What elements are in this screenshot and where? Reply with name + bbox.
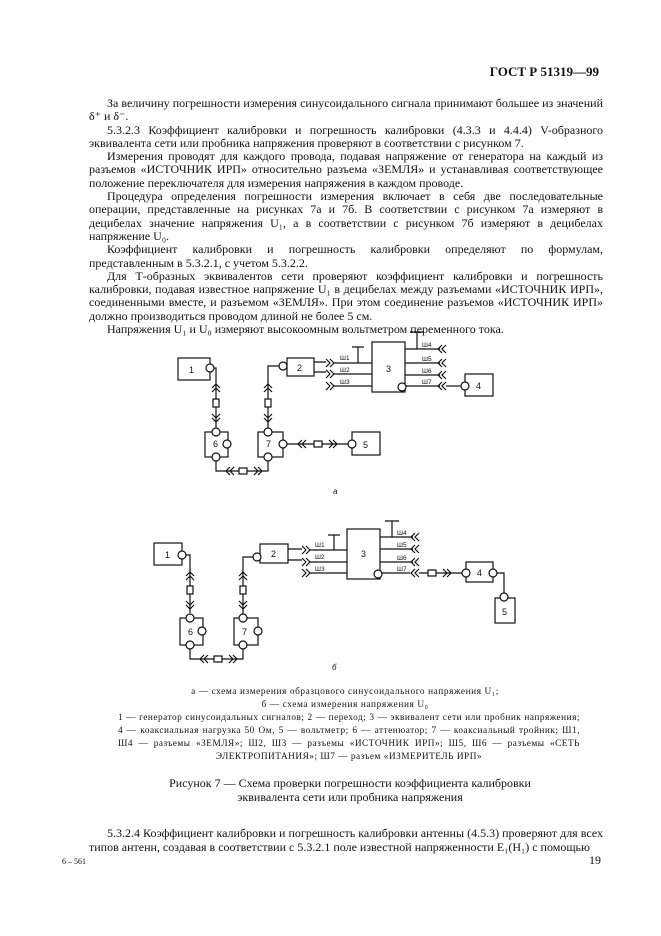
subfigure-label: а [333, 487, 338, 496]
socket-label: Ш5 [397, 542, 407, 549]
paragraph: Напряжения U₁ и U₀ измеряют высокоомным вольтметром переменного тока. [107, 322, 504, 337]
socket-label: Ш1 [340, 355, 350, 362]
paragraph: Для Т-образных эквивалентов сети проверяют коэффициент калибровки и погрешность калибровки, подавая известное напряжение U₁ в децибелах между разъемами «ИСТОЧНИК ИРП», соединенными вместе, и разъемом «ЗЕМЛЯ». При этом соединение разъемов «ИСТОЧНИК ИРП» должно производиться проводом длиной не более 5 см. [89, 268, 603, 323]
diagram-b [154, 521, 515, 663]
block-label: 5 [502, 607, 508, 617]
caption-a: а — схема измерения образцового синусоидального напряжения U₁; [191, 687, 499, 697]
block-label: 7 [266, 439, 272, 449]
block-label: 4 [477, 568, 483, 578]
paragraph: Процедура определения погрешности измерения включает в себя две последовательные операции, представленные на рисунках 7а и 7б. В соответствии с рисунком 7а измеряют в децибелах значение напряжения U₁, а в соответствии с рисунком 7б измеряют в децибелах напряжение U₀. [89, 189, 603, 243]
subfigure-label: б [332, 663, 337, 672]
socket-label: Ш6 [422, 368, 432, 375]
block-label: 5 [363, 440, 369, 450]
document-header: ГОСТ Р 51319—99 [489, 64, 599, 79]
section-5-3-2-4: 5.3.2.4 Коэффициент калибровки и погрешность калибровки антенны (4.5.3) проверяют для всех типов антенн, создавая в соответствии с 5.3.2.1 поле известной напряженности E₁(H₁) с помощью [89, 826, 603, 854]
paragraph: Коэффициент калибровки и погрешность калибровки определяют по формулам, представленным в 5.3.2.1, с учетом 5.3.2.2. [89, 242, 603, 270]
socket-label: Ш1 [315, 542, 325, 549]
socket-label: Ш2 [340, 367, 350, 374]
figure-caption: Рисунок 7 — Схема проверки погрешности коэффициента калибровки эквивалента сети или пробника напряжения [169, 776, 531, 804]
block-label: 6 [213, 439, 219, 449]
socket-label: Ш2 [315, 554, 325, 561]
block-label: 3 [361, 549, 367, 559]
block-label: 4 [476, 381, 482, 391]
block-label: 1 [165, 550, 171, 560]
paragraph: За величину погрешности измерения синусоидального сигнала принимают большее из значений δ⁺ и δ⁻. [89, 96, 603, 124]
socket-label: Ш7 [397, 566, 407, 573]
socket-label: Ш3 [340, 379, 350, 386]
page-number: 19 [589, 853, 601, 867]
caption-b: б — схема измерения напряжения U₀ [261, 700, 429, 710]
block-label: 7 [242, 627, 248, 637]
socket-label: Ш4 [422, 342, 432, 349]
diagram-a [178, 332, 493, 475]
paragraph: Измерения проводят для каждого провода, подавая напряжение от генератора на каждый из разъемов «ИСТОЧНИК ИРП» относительно разъема «ЗЕМЛЯ» и устанавливая соответствующее положение переключателя для измерения напряжения в каждом проводе. [89, 149, 603, 190]
socket-label: Ш6 [397, 555, 407, 562]
socket-label: Ш4 [397, 530, 407, 537]
block-label: 2 [297, 363, 303, 373]
socket-label: Ш7 [422, 379, 432, 386]
socket-label: Ш3 [315, 566, 325, 573]
block-label: 2 [271, 549, 277, 559]
socket-label: Ш5 [422, 356, 432, 363]
paragraph: 5.3.2.3 Коэффициент калибровки и погрешность калибровки (4.3.3 и 4.4.4) V-образного эквивалента сети или пробника напряжения проверяют в соответствии с рисунком 7. [89, 122, 603, 150]
footer-code: 6 – 561 [62, 857, 86, 866]
block-label: 1 [189, 365, 195, 375]
connector [206, 364, 214, 372]
figure-legend: 1 — генератор синусоидальных сигналов; 2 — переход; 3 — эквивалент сети или пробник напряжения; 4 — коаксиальная нагрузка 50 Ом, 5 — вольтметр; 6 — аттенюатор; 7 — коаксиальный тройник; Ш1, Ш4 — разъемы «ЗЕМЛЯ»; Ш2, Ш3 — разъемы «ИСТОЧНИК ИРП»; Ш5, Ш6 — разъемы «СЕТЬ ЭЛЕКТРОПИТАНИЯ»; Ш7 — разъем «ИЗМЕРИТЕЛЬ ИРП» [118, 713, 580, 762]
block-label: 3 [386, 364, 392, 374]
block-label: 6 [188, 627, 194, 637]
